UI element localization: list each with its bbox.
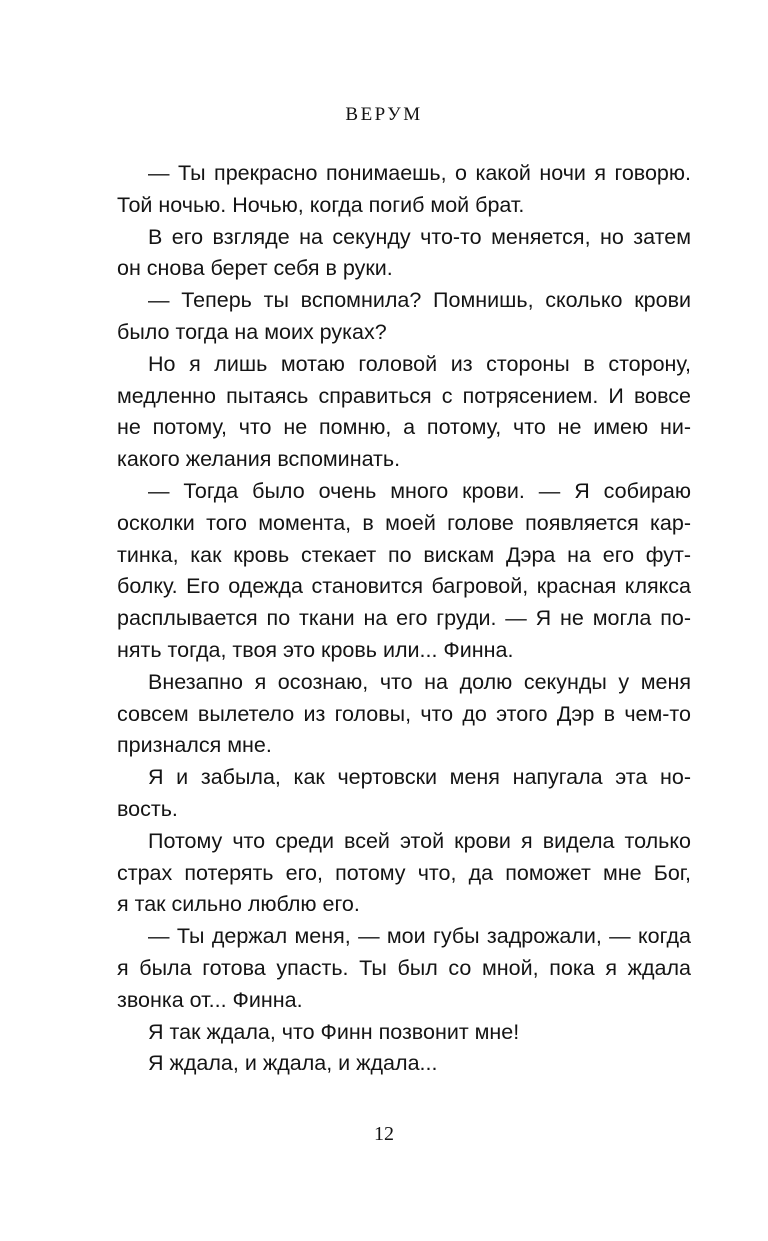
- paragraph: [117, 349, 691, 476]
- text-line: — Тогда было очень много крови. — Я собираю: [148, 478, 691, 503]
- paragraph: [117, 667, 691, 762]
- text-line: он снова берет себя в руки.: [117, 256, 393, 281]
- text-line: Я ждала, и ждала, и ждала...: [148, 1051, 438, 1076]
- text-line: Внезапно я осознаю, что на долю секунды у меня: [148, 669, 691, 694]
- text-line: Я так ждала, что Финн позвонит мне!: [148, 1019, 520, 1044]
- text-line: вость.: [117, 796, 178, 821]
- paragraph: [117, 476, 691, 667]
- text-line: — Теперь ты вспомнила? Помнишь, сколько крови: [148, 288, 691, 313]
- text-line: осколки того момента, в моей голове появляется кар-: [117, 510, 691, 535]
- text-line: Потому что среди всей этой крови я видела только: [148, 828, 691, 853]
- body-text: [117, 158, 691, 1080]
- paragraph: [117, 285, 691, 349]
- text-line: нять тогда, твоя это кровь или... Финна.: [117, 637, 514, 662]
- page-number: 12: [374, 1123, 394, 1145]
- text-line: болку. Его одежда становится багровой, красная клякса: [117, 574, 691, 599]
- text-line: медленно пытаясь справиться с потрясением. И вовсе: [117, 383, 691, 408]
- text-line: было тогда на моих руках?: [117, 319, 387, 344]
- text-line: расплывается по ткани на его груди. — Я не могла по-: [117, 606, 691, 631]
- text-line: — Ты прекрасно понимаешь, о какой ночи я говорю.: [148, 161, 691, 185]
- paragraph: [117, 158, 691, 222]
- text-line: признался мне.: [117, 733, 272, 758]
- paragraph: [117, 826, 691, 921]
- text-line: я была готова упасть. Ты был со мной, пока я ждала: [117, 955, 691, 980]
- paragraph: [117, 1017, 691, 1049]
- running-head: ВЕРУМ: [345, 104, 423, 125]
- paragraph: [117, 1048, 691, 1080]
- text-line: не потому, что не помню, а потому, что не имею ни-: [117, 415, 691, 440]
- text-line: Я и забыла, как чертовски меня напугала эта но-: [148, 765, 691, 790]
- text-line: я так сильно люблю его.: [117, 892, 360, 917]
- text-line: — Ты держал меня, — мои губы задрожали, — когда: [148, 924, 691, 949]
- text-line: В его взгляде на секунду что-то меняется, но затем: [148, 224, 691, 249]
- text-line: тинка, как кровь стекает по вискам Дэра на его фут-: [117, 542, 691, 567]
- text-line: страх потерять его, потому что, да поможет мне Бог,: [117, 860, 691, 885]
- paragraph: [117, 921, 691, 1016]
- text-line: какого желания вспоминать.: [117, 447, 401, 472]
- text-line: звонка от... Финна.: [117, 987, 303, 1012]
- paragraph: [117, 222, 691, 286]
- text-line: Той ночью. Ночью, когда погиб мой брат.: [117, 192, 525, 217]
- text-line: совсем вылетело из головы, что до этого Дэр в чем-то: [117, 701, 691, 726]
- paragraph: [117, 762, 691, 826]
- text-line: Но я лишь мотаю головой из стороны в сторону,: [148, 351, 691, 376]
